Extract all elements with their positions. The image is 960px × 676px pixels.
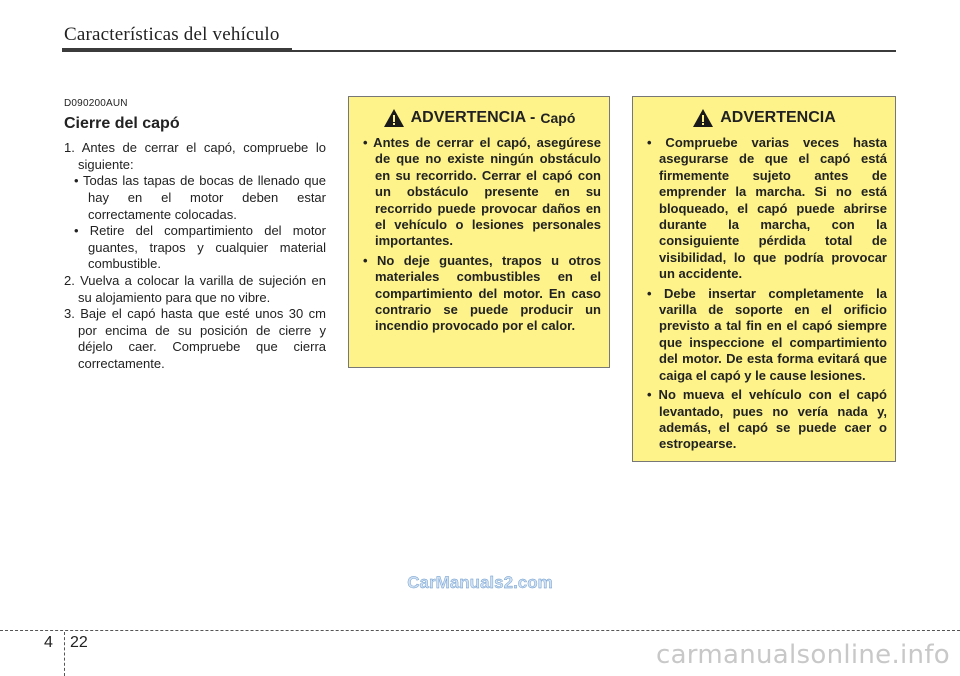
main-column: [64, 96, 326, 373]
warning-title: ADVERTENCIA -: [410, 109, 536, 126]
step-1-bullet-2: • Retire del compartimiento del motor guantes, trapos y cualquier material combustible.: [74, 223, 326, 272]
step-2: 2. Vuelva a colocar la varilla de sujeción en su alojamiento para que no vibre.: [64, 272, 326, 305]
warning-triangle-icon: [383, 108, 405, 128]
warning-subtitle: Capó: [540, 110, 576, 126]
step-3: 3. Baje el capó hasta que esté unos 30 cm por encima de su posición de cierre y déjelo caer. Compruebe que cierra correctamente.: [64, 306, 326, 371]
warning-list: [359, 135, 601, 335]
warning-item: • No deje guantes, trapos u otros materiales combustibles en el compartimiento del motor. En caso contrario se puede producir un incendio provocado por el calor.: [363, 252, 601, 334]
warning-list: [643, 135, 887, 453]
step-1-bullet-1: • Todas las tapas de bocas de llenado que hay en el motor deben estar correctamente colocadas.: [74, 173, 326, 222]
page-number: 22: [70, 634, 88, 651]
section-title: Cierre del capó: [64, 114, 180, 132]
warning-box-general: [632, 96, 896, 462]
section-code: D090200AUN: [64, 98, 128, 109]
warning-item: • Debe insertar completamente la varilla de soporte en el orificio previsto a tal fin en el capó siempre que inspeccione el compartimiento del motor. De esta forma evitará que caiga el capó y le cause lesiones.: [647, 285, 887, 383]
footer-divider: [0, 630, 960, 631]
warning-item: • Compruebe varias veces hasta asegurarse de que el capó está firmemente sujeto antes de emprender la marcha. Si no está bloqueado, el capó puede abrirse durante la marcha, con la consiguiente pérdida total de visibilidad, lo que podría provocar un accidente.: [647, 135, 887, 282]
page-header-title: Características del vehículo: [64, 24, 280, 45]
warning-title: ADVERTENCIA: [720, 109, 836, 126]
warning-box-hood: [348, 96, 610, 368]
site-watermark: carmanualsonline.info: [655, 640, 950, 670]
step-1: 1. Antes de cerrar el capó, compruebe lo siguiente:: [64, 140, 326, 172]
warning-title-row: [633, 107, 895, 129]
warning-title-row: [349, 107, 609, 129]
warning-item: • Antes de cerrar el capó, asegúrese de que no existe ningún obstáculo en su recorrido. Cerrar el capó con un obstáculo presente en su recorrido puede provocar daños en el vehículo o lesiones personales importantes.: [363, 135, 601, 249]
watermark-link[interactable]: CarManuals2.com: [407, 573, 553, 592]
footer-vertical-divider: [64, 632, 65, 676]
warning-item: • No mueva el vehículo con el capó levantado, pues no vería nada y, además, el capó se puede caer o estropearse.: [647, 387, 887, 452]
header-bar: [62, 48, 292, 52]
warning-triangle-icon: [692, 108, 714, 128]
chapter-number: 4: [44, 634, 53, 651]
header-rule: [292, 50, 896, 52]
